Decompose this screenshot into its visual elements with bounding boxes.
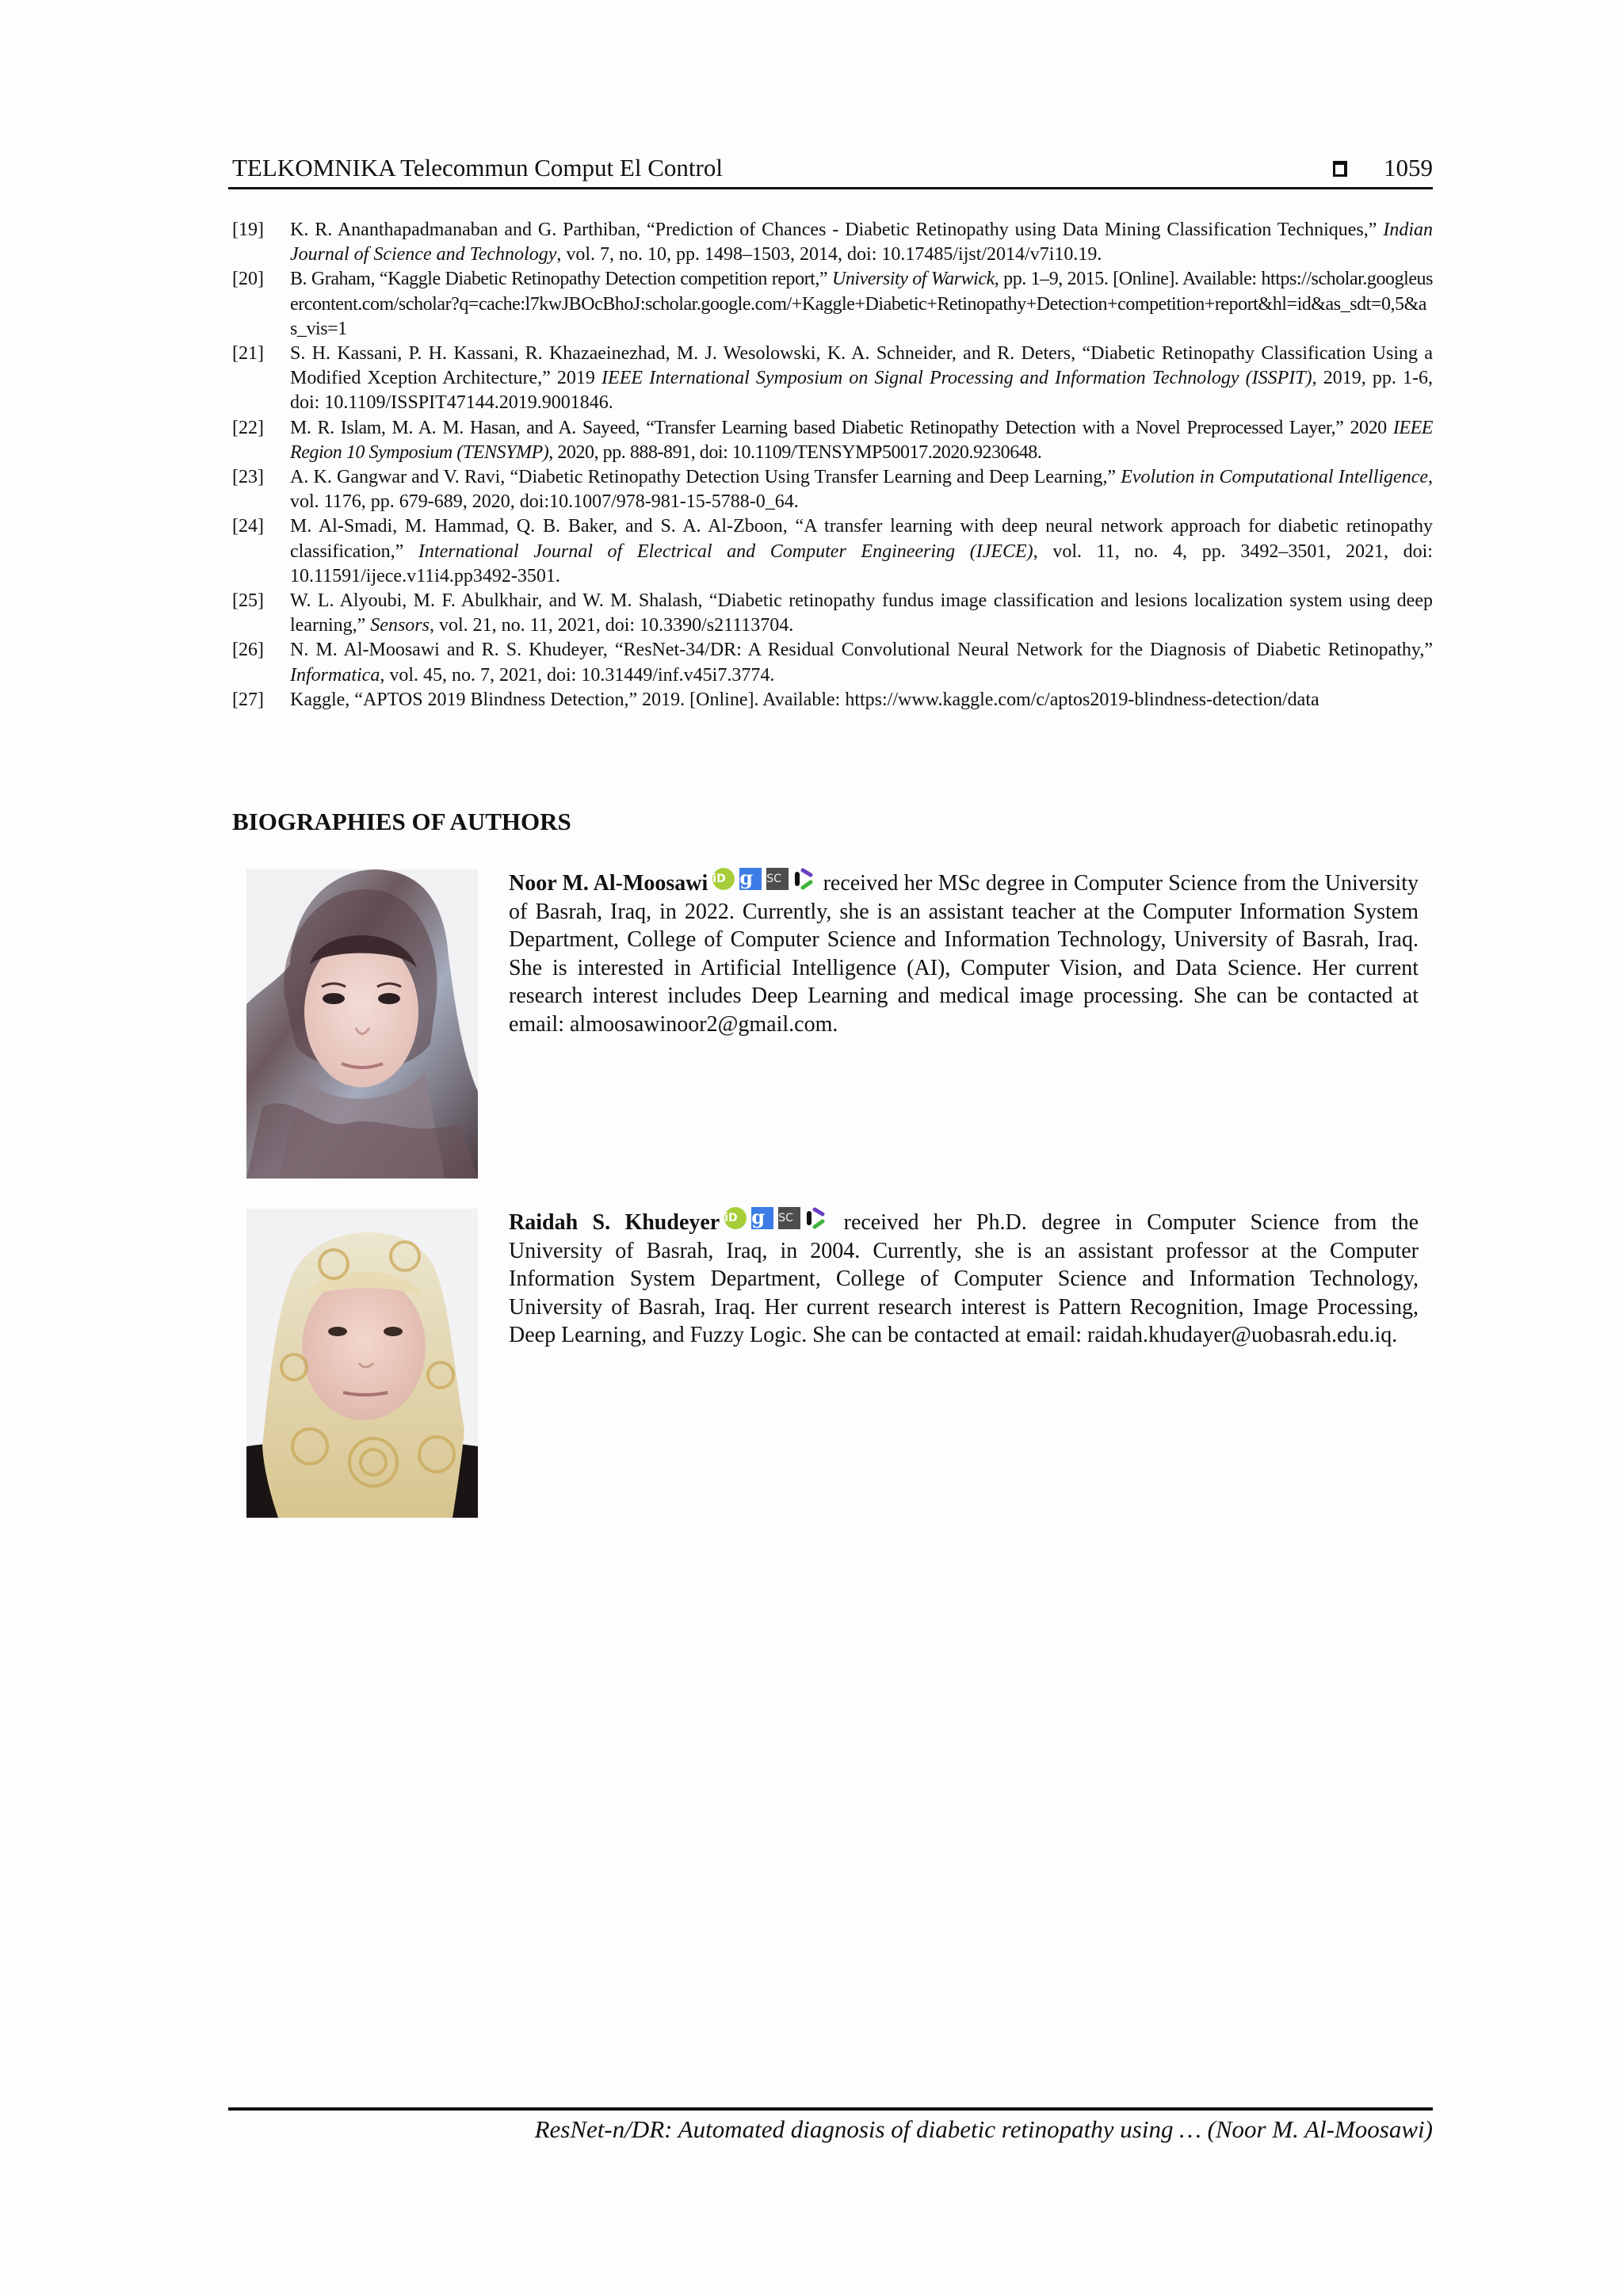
- author-bio-text: [509, 1205, 1419, 1350]
- reference-authors-title: M. R. Islam, M. A. M. Hasan, and A. Sayeed, “Transfer Learning based Diabetic Retinopathy Detection with a Novel Preprocessed Layer,” 2020: [290, 417, 1393, 438]
- footer-rule: [228, 2107, 1433, 2111]
- reference-authors-title: Kaggle, “APTOS 2019 Blindness Detection,” 2019. [Online]. Available:: [290, 689, 846, 710]
- reference-label: [21]: [232, 343, 264, 365]
- reference-venue: IEEE Region 10 Symposium (TENSYMP): [290, 417, 1433, 463]
- reference-25: [232, 589, 1433, 638]
- reference-label: [26]: [232, 640, 264, 661]
- publons-icon[interactable]: [805, 1207, 826, 1229]
- author-name: Raidah S. Khudeyer: [509, 1210, 720, 1235]
- reference-url-link[interactable]: https://www.kaggle.com/c/aptos2019-blindness-detection/data: [845, 689, 1319, 710]
- reference-venue: Evolution in Computational Intelligence,: [1121, 467, 1433, 488]
- reference-label: [23]: [232, 467, 264, 488]
- author-profile-icons: [712, 868, 814, 890]
- reference-19: [232, 218, 1433, 267]
- reference-authors-title: K. R. Ananthapadmanaban and G. Parthiban, “Prediction of Chances - Diabetic Retinopathy using Data Mining Classification Techniques,”: [290, 220, 1384, 240]
- reference-text: [290, 589, 1433, 638]
- page-number: 1059: [1384, 154, 1433, 181]
- journal-title: TELKOMNIKA Telecommun Comput El Control: [232, 154, 723, 181]
- reference-text: [290, 638, 1433, 687]
- reference-authors-title: S. H. Kassani, P. H. Kassani, R. Khazaeinezhad, M. J. Wesolowski, K. A. Schneider, and R. Deters, “Diabetic Retinopathy Classification Using a Modified Xception Architecture,” 2019: [290, 343, 1433, 389]
- author-photo: [246, 1209, 478, 1518]
- reference-text: [290, 465, 1433, 514]
- reference-22: [232, 416, 1433, 465]
- square-bullet-icon: [1333, 161, 1347, 177]
- reference-27: [232, 688, 1433, 712]
- reference-details: , pp. 1–9, 2015. [Online]. Available:: [994, 269, 1262, 290]
- reference-authors-title: B. Graham, “Kaggle Diabetic Retinopathy Detection competition report,”: [290, 269, 832, 290]
- reference-text: [290, 267, 1433, 342]
- reference-label: [20]: [232, 269, 264, 290]
- reference-list: [232, 218, 1433, 712]
- header-rule: [228, 187, 1433, 189]
- reference-21: [232, 342, 1433, 416]
- reference-text: [290, 342, 1433, 416]
- reference-24: [232, 514, 1433, 589]
- reference-23: [232, 465, 1433, 514]
- biographies-heading: BIOGRAPHIES OF AUTHORS: [232, 808, 571, 835]
- reference-venue: Indian Journal of Science and Technology: [290, 220, 1433, 266]
- author-bio-2: [246, 1205, 1419, 1518]
- reference-details: vol. 1176, pp. 679-689, 2020, doi:10.1007/978-981-15-5788-0_64.: [290, 491, 799, 513]
- reference-20: [232, 267, 1433, 342]
- page-number-group: [1333, 152, 1433, 184]
- google-scholar-icon[interactable]: g: [751, 1207, 773, 1229]
- reference-venue: Sensors: [370, 615, 430, 636]
- reference-venue: University of Warwick: [831, 269, 995, 290]
- reference-text: [290, 218, 1433, 267]
- reference-authors-title: M. Al-Smadi, M. Hammad, Q. B. Baker, and S. A. Al-Zboon, “A transfer learning with deep neural network approach for diabetic retinopathy classification,”: [290, 516, 1433, 562]
- reference-label: [27]: [232, 689, 264, 710]
- reference-label: [19]: [232, 220, 264, 240]
- running-header: [232, 152, 1433, 184]
- author-photo: [246, 869, 478, 1179]
- author-bio-body: received her Ph.D. degree in Computer Science from the University of Basrah, Iraq, in 2004. Currently, she is an assistant professor at the Computer Information System Department, College of Computer Science and Information Technology, University of Basrah, Iraq. Her current research interest is Pattern Recognition, Image Processing, Deep Learning, and Fuzzy Logic. She can be contacted at email: raidah.khudayer@uobasrah.edu.iq.: [509, 1210, 1419, 1347]
- publons-icon[interactable]: [793, 868, 814, 890]
- author-bio-1: [246, 866, 1419, 1179]
- orcid-icon[interactable]: iD: [712, 868, 735, 890]
- reference-details: , vol. 7, no. 10, pp. 1498–1503, 2014, doi: 10.17485/ijst/2014/v7i10.19.: [556, 244, 1102, 266]
- author-bio-text: [509, 866, 1419, 1038]
- author-profile-icons: [724, 1207, 826, 1229]
- author-name: Noor M. Al-Moosawi: [509, 871, 708, 896]
- orcid-icon[interactable]: iD: [724, 1207, 747, 1229]
- scopus-icon[interactable]: SC: [778, 1207, 800, 1229]
- reference-26: [232, 638, 1433, 687]
- reference-authors-title: N. M. Al-Moosawi and R. S. Khudeyer, “ResNet-34/DR: A Residual Convolutional Neural Network for the Diagnosis of Diabetic Retinopathy,”: [290, 640, 1433, 661]
- reference-details: , 2019, pp. 1-6, doi: 10.1109/ISSPIT47144.2019.9001846.: [290, 368, 1433, 414]
- reference-venue: IEEE International Symposium on Signal Processing and Information Technology (ISSPIT): [601, 368, 1312, 389]
- reference-label: [24]: [232, 516, 264, 537]
- reference-text: [290, 416, 1433, 465]
- reference-venue: International Journal of Electrical and Computer Engineering (IJECE): [418, 541, 1033, 562]
- reference-url-link[interactable]: https://scholar.googleusercontent.com/scholar?q=cache:l7kwJBOcBhoJ:scholar.google.com/+Kaggle+Diabetic+Retinopathy+Detection+competition+report&hl=id&as_sdt=0,5&as_vis=1: [290, 269, 1433, 339]
- reference-label: [22]: [232, 417, 264, 438]
- reference-authors-title: W. L. Alyoubi, M. F. Abulkhair, and W. M. Shalash, “Diabetic retinopathy fundus image classification and lesions localization system using deep learning,”: [290, 590, 1433, 636]
- reference-details: , vol. 45, no. 7, 2021, doi: 10.31449/inf.v45i7.3774.: [380, 664, 775, 686]
- scopus-icon[interactable]: SC: [766, 868, 789, 890]
- reference-label: [25]: [232, 590, 264, 612]
- reference-details: , vol. 11, no. 4, pp. 3492–3501, 2021, doi: 10.11591/ijece.v11i4.pp3492-3501.: [290, 541, 1433, 586]
- running-footer: ResNet-n/DR: Automated diagnosis of diabetic retinopathy using … (Noor M. Al-Moosawi): [534, 2115, 1433, 2143]
- reference-text: [290, 688, 1433, 712]
- reference-details: , vol. 21, no. 11, 2021, doi: 10.3390/s21113704.: [429, 615, 794, 636]
- author-bio-body: received her MSc degree in Computer Science from the University of Basrah, Iraq, in 2022. Currently, she is an assistant teacher at the Computer Information System Department, College of Computer Science and Information Technology, University of Basrah, Iraq. She is interested in Artificial Intelligence (AI), Computer Vision, and Data Science. Her current research interest includes Deep Learning and medical image processing. She can be contacted at email: almoosawinoor2@gmail.com.: [509, 871, 1419, 1037]
- google-scholar-icon[interactable]: g: [739, 868, 762, 890]
- reference-venue: Informatica: [290, 664, 380, 686]
- reference-text: [290, 514, 1433, 589]
- reference-details: , 2020, pp. 888-891, doi: 10.1109/TENSYMP50017.2020.9230648.: [548, 441, 1042, 463]
- reference-authors-title: A. K. Gangwar and V. Ravi, “Diabetic Retinopathy Detection Using Transfer Learning and Deep Learning,”: [290, 467, 1121, 488]
